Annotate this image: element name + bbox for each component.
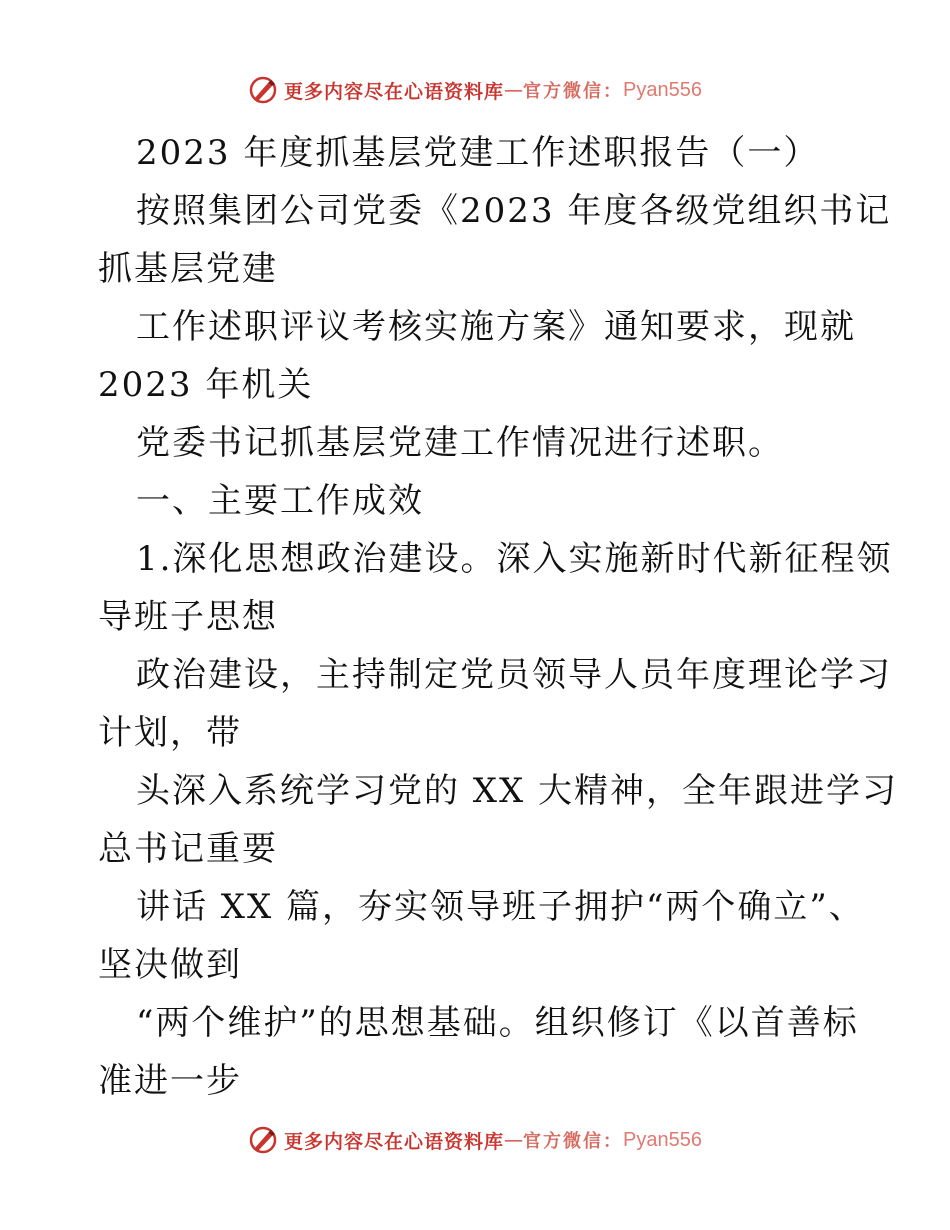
text-line: 讲话 XX 篇，夯实领导班子拥护“两个确立”、 [136,887,865,927]
text-line: 按照集团公司党委《2023 年度各级党组织书记 [136,191,892,231]
text-line: 2023 年机关 [98,365,314,405]
watermark-dash: — [504,79,524,101]
text-line: 总书记重要 [98,829,278,869]
text-line: 2023 年度抓基层党建工作述职报告（一） [136,133,820,173]
text-line: 一、主要工作成效 [136,481,424,521]
text-line: 工作述职评议考核实施方案》通知要求，现就 [136,307,856,347]
watermark-text: 更多内容尽在心语资料库 [284,1130,505,1153]
text-line: 准进一步 [98,1061,242,1101]
watermark-banner-top [0,70,950,110]
text-line: “两个维护”的思想基础。组织修订《以首善标 [136,1003,859,1043]
text-line: 头深入系统学习党的 XX 大精神，全年跟进学习 [136,771,899,811]
text-line: 计划，带 [98,713,242,753]
text-line: 抓基层党建 [98,249,278,289]
text-line: 党委书记抓基层党建工作情况进行述职。 [136,423,784,463]
watermark-label: 官方微信： [523,1131,624,1152]
pen-logo-icon [248,75,278,105]
watermark-id: Pyan556 [623,78,702,101]
pen-logo-icon [248,1125,278,1155]
watermark-label: 官方微信： [523,81,624,102]
text-line: 政治建设，主持制定党员领导人员年度理论学习 [136,655,892,695]
watermark-dash: — [504,1129,524,1151]
text-line: 坚决做到 [98,945,242,985]
watermark-id: Pyan556 [623,1128,702,1151]
document-body [98,124,899,1110]
watermark-banner-bottom [0,1120,950,1160]
text-line: 导班子思想 [98,597,278,637]
text-line: 1.深化思想政治建设。深入实施新时代新征程领 [136,539,893,579]
watermark-text: 更多内容尽在心语资料库 [284,80,505,103]
